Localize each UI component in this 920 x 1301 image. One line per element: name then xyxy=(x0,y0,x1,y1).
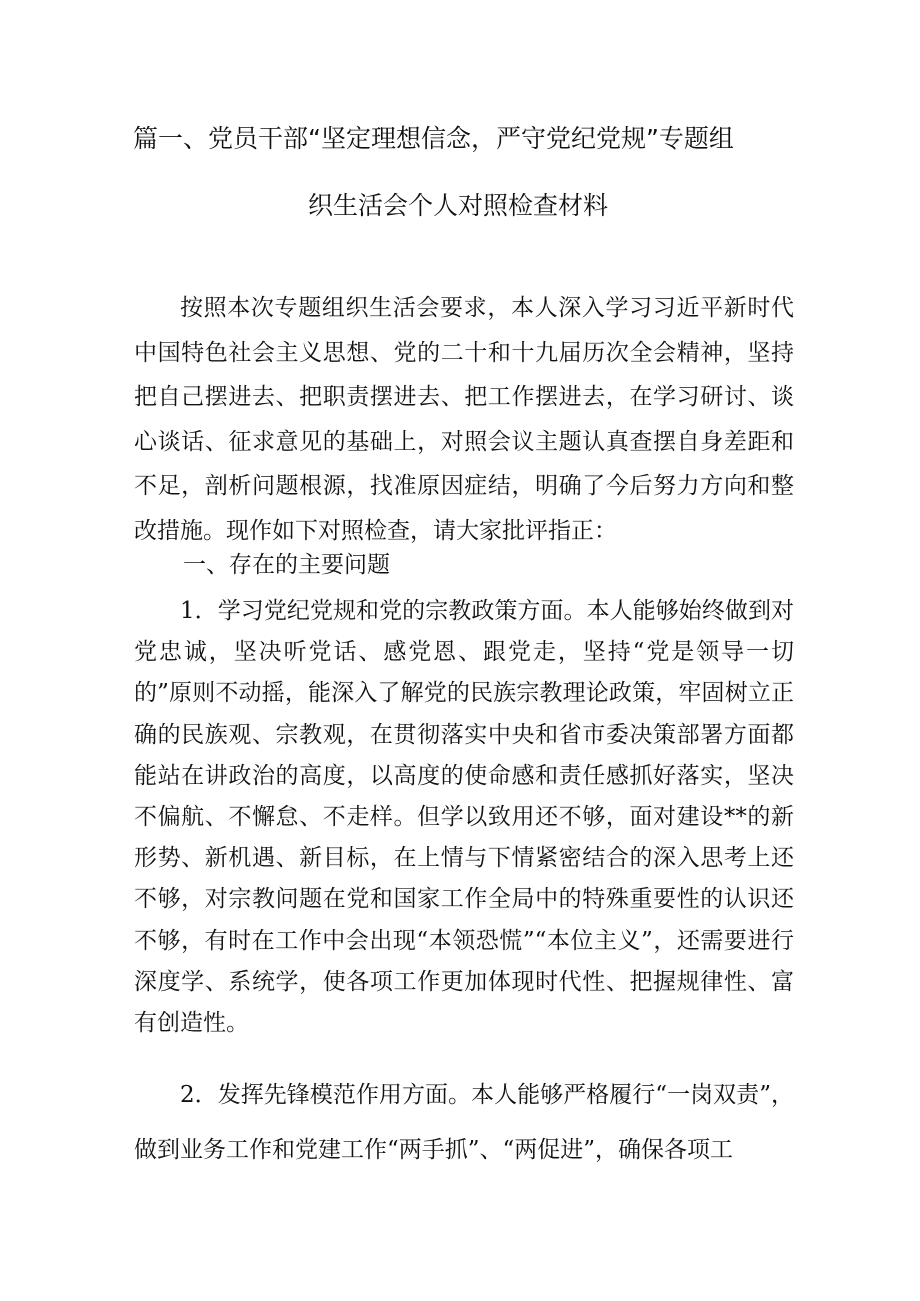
section-heading-main-problems: 一、存在的主要问题 xyxy=(183,552,390,578)
item-1-paragraph: 1．学习党纪党规和党的宗教政策方面。本人能够始终做到对党忠诚，坚决听党话、感党恩、跟党走，坚持“党是领导一切的”原则不动摇，能深入了解党的民族宗教理论政策，牢固树立正确的民族观、宗教观，在贯彻落实中央和省市委决策部署方面都能站在讲政治的高度，以高度的使命感和责任感抓好落实，坚决不偏航、不懈怠、不走样。但学以致用还不够，面对建设**的新形势、新机遇、新目标，在上情与下情紧密结合的深入思考上还不够，对宗教问题在党和国家工作全局中的特殊重要性的认识还不够，有时在工作中会出现“本领恐慌”“本位主义”，还需要进行深度学、系统学，使各项工作更加体现时代性、把握规律性、富有创造性。 xyxy=(134,598,794,1037)
document-title-line-1: 篇一、党员干部“坚定理想信念，严守党纪党规”专题组 xyxy=(133,124,734,153)
intro-paragraph: 按照本次专题组织生活会要求，本人深入学习习近平新时代中国特色社会主义思想、党的二十和十九届历次全会精神，坚持把自己摆进去、把职责摆进去、把工作摆进去，在学习研讨、谈心谈话、征求意见的基础上，对照会议主题认真查摆自身差距和不足，剖析问题根源，找准原因症结，明确了今后努力方向和整改措施。现作如下对照检查，请大家批评指正： xyxy=(134,295,794,544)
item-2-paragraph: 2．发挥先锋模范作用方面。本人能够严格履行“一岗双责”，做到业务工作和党建工作“两手抓”、“两促进”，确保各项工 xyxy=(134,1082,794,1163)
document-title-line-2: 织生活会个人对照检查材料 xyxy=(308,191,609,220)
